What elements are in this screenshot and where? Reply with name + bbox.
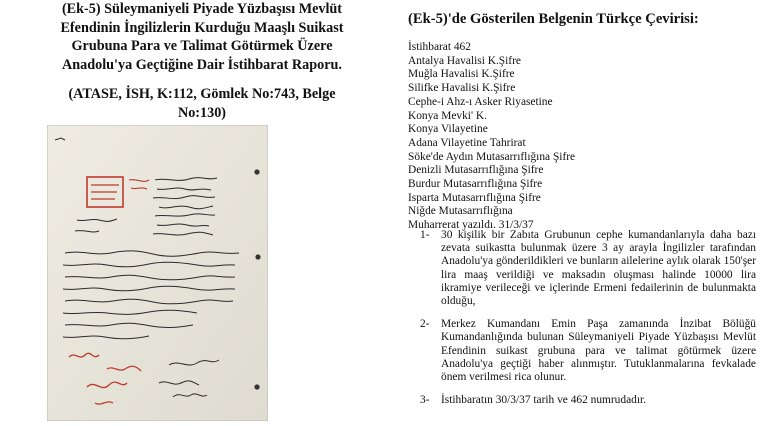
distribution-line: Isparta Mutasarrıflığına Şifre xyxy=(408,191,541,204)
archive-ref-line: (ATASE, İSH, K:112, Gömlek No:743, Belge xyxy=(68,86,336,102)
item-number: 2- xyxy=(420,318,430,331)
distribution-line: Burdur Mutasarrıflığına Şifre xyxy=(408,178,543,191)
caption-line: (Ek-5) Süleymaniyeli Piyade Yüzbaşısı Mevlüt xyxy=(61,1,343,17)
archive-ref-line: No:130) xyxy=(177,104,227,121)
list-item xyxy=(420,318,756,384)
handwritten-document-scan xyxy=(47,125,268,421)
document-caption-title xyxy=(18,0,386,74)
distribution-line: Cephe-i Ahz-ı Asker Riyasetine xyxy=(408,95,553,108)
distribution-line: Denizli Mutasarrıflığına Şifre xyxy=(408,164,544,177)
caption-line: Anadolu'ya Geçtiğine Dair İstihbarat Raporu. xyxy=(62,56,342,73)
item-number: 1- xyxy=(420,229,430,241)
item-text: Merkez Kumandanı Emin Paşa zamanında İnzibat Bölüğü Kumandanlığında bulunan Süleymaniyeli Piyade Yüzbaşısı Mevlüt Efendinin suikast grubuna para ve talimat götürmek üzere Anadolu'ya geçtiği haber alınmıştır. Tutuklanmalarına fevkalade önem verilmesi rica olunur. xyxy=(441,318,756,384)
scanned-document-image xyxy=(47,125,268,421)
distribution-line: Antalya Havalisi K.Şifre xyxy=(408,54,521,67)
distribution-line: Adana Vilayetine Tahrirat xyxy=(408,136,526,149)
numbered-items xyxy=(420,229,756,417)
distribution-line: Konya Vilayetine xyxy=(408,123,488,136)
distribution-line: Konya Mevki' K. xyxy=(408,109,487,122)
distribution-line: Niğde Mutasarrıflığına xyxy=(408,205,513,218)
distribution-list xyxy=(408,41,758,233)
distribution-line: İstihbarat 462 xyxy=(408,41,471,53)
list-item xyxy=(420,394,756,407)
item-text: İstihbaratın 30/3/37 tarih ve 462 numrudadır. xyxy=(441,394,646,407)
distribution-line: Silifke Havalisi K.Şifre xyxy=(408,82,516,95)
list-item xyxy=(420,229,756,308)
archive-reference xyxy=(18,85,386,122)
caption-line: Grubuna Para ve Talimat Götürmek Üzere xyxy=(71,38,333,54)
distribution-line: Söke'de Aydın Mutasarrıflığına Şifre xyxy=(408,150,576,163)
item-number: 3- xyxy=(420,394,430,407)
distribution-line: Muğla Havalisi K.Şifre xyxy=(408,68,515,81)
caption-line: Efendinin İngilizlerin Kurduğu Maaşlı Suikast xyxy=(60,19,344,36)
distribution-line: Muharrerat yazıldı. 31/3/37 xyxy=(408,219,534,232)
item-text: 30 kişilik bir Zabıta Grubunun cephe kumandanlarıyla daha bazı zevata suikastta bulunmak üzere 3 ay arayla İngilizler tarafından Anadolu'ya gönderildikleri ve bunların ailelerine aylık olarak 150'şer lira maaş verildiği ve maksadın oluşması halinde 10000 lira ikramiye verileceği ve içlerinde Ermeni fedailerinin de bulunmakta olduğu, xyxy=(441,229,756,308)
translation-heading: (Ek-5)'de Gösterilen Belgenin Türkçe Çevirisi: xyxy=(408,11,699,27)
